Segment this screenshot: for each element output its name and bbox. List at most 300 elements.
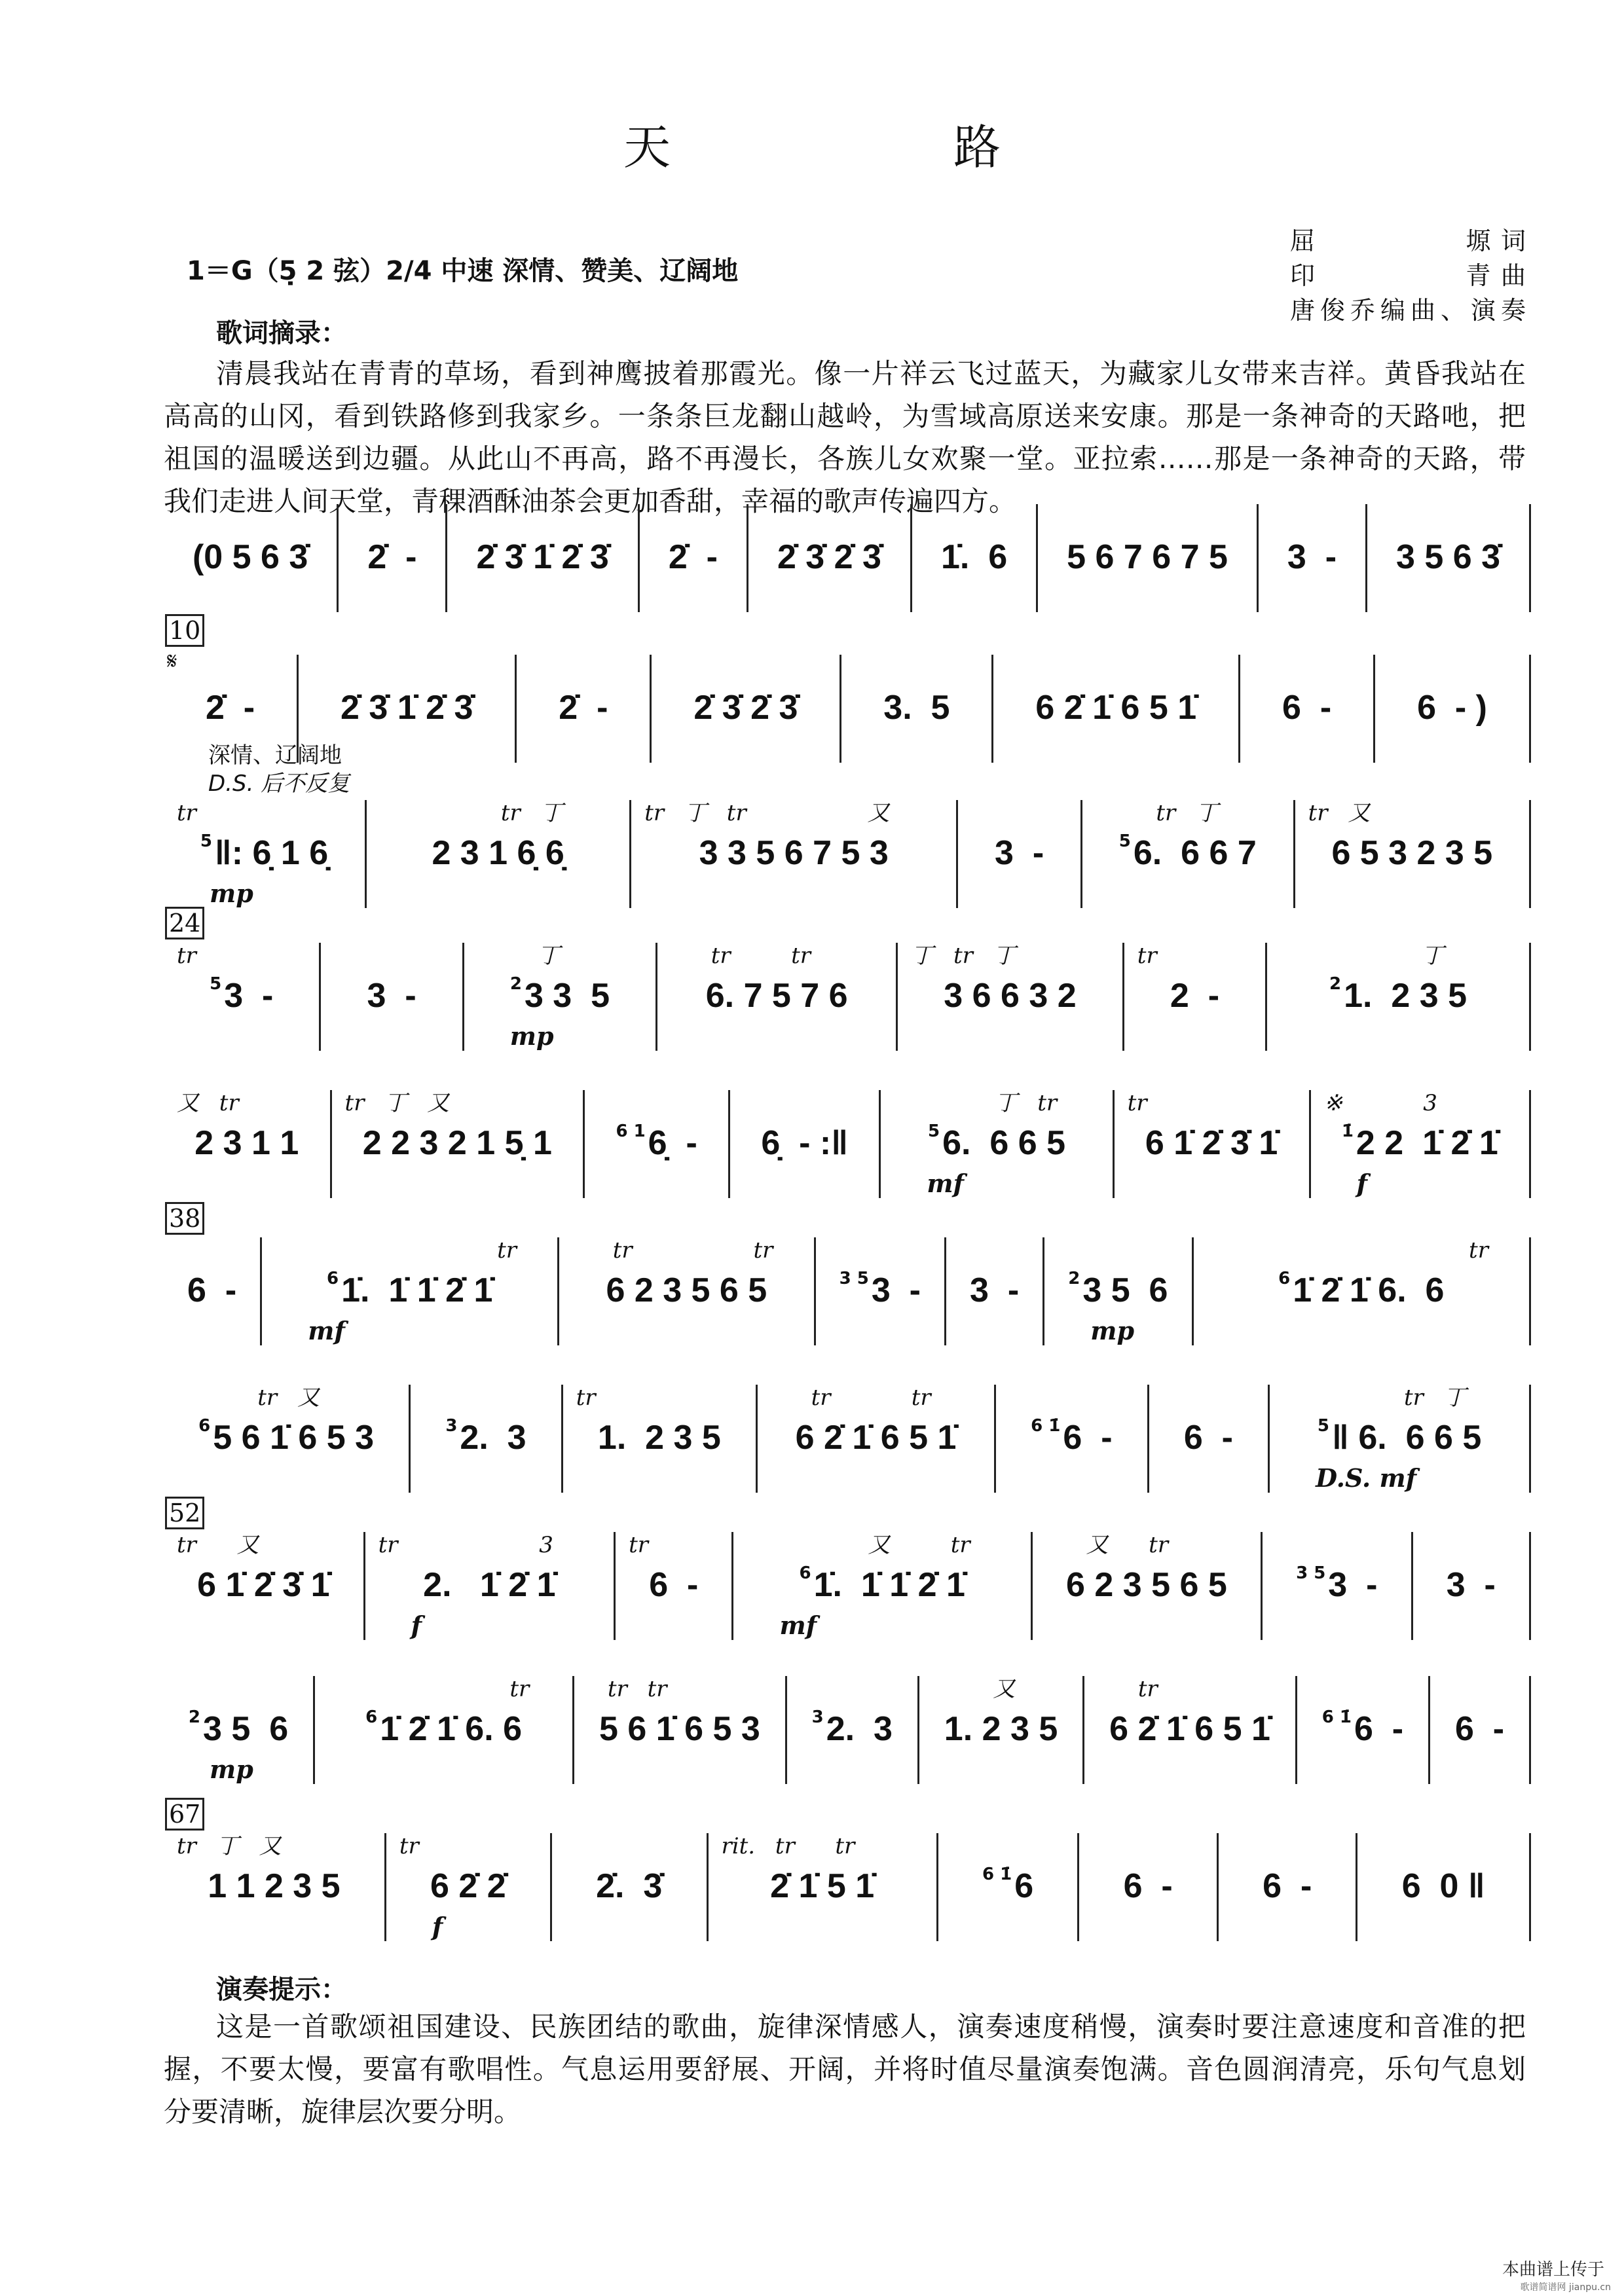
measure-body [1382, 681, 1522, 734]
notes: 2 - [1170, 976, 1220, 1015]
notes: 6̣ - [648, 1123, 697, 1162]
arranger-credit: 唐俊乔编曲、演奏 [1290, 296, 1526, 325]
measure-body [345, 530, 439, 583]
measure-body [965, 826, 1074, 879]
notes: 2̇ 3̇ 1̇ 2̇ 3̇ [476, 538, 609, 576]
ornament-marks: tr tr [771, 1385, 931, 1411]
ornament-marks: tr [328, 1676, 530, 1702]
measure [1257, 504, 1365, 612]
notes: 6 2̇ 1̇ 6 5 1̇ [1109, 1709, 1270, 1748]
notes: 6 2̇ 2̇ [430, 1867, 506, 1905]
measure-body [170, 1264, 253, 1317]
watermark-site: 歌谱简谱网 jianpu.cn [1520, 2282, 1611, 2293]
grace-notes: 2 [1068, 1269, 1080, 1288]
grace-notes: 2 [1329, 974, 1342, 994]
measure [319, 943, 462, 1051]
notes: 2̇ - [205, 688, 255, 727]
notes: 6. 6 6 5 [942, 1123, 1066, 1162]
notes: 6 - [649, 1565, 699, 1604]
measure-body [926, 1702, 1076, 1755]
notes: 6 - [1063, 1418, 1113, 1457]
measure [1373, 655, 1529, 763]
grace-notes: 3 [445, 1416, 458, 1436]
notes: 3 - [224, 976, 274, 1015]
rehearsal-mark: 67 [165, 1798, 204, 1831]
measure-body [559, 1859, 700, 1912]
measure-body [638, 826, 950, 879]
ornament-marks: tr [576, 1385, 596, 1411]
grace-notes: 6 1 [616, 1121, 646, 1141]
measure [840, 655, 991, 763]
ornament-marks: tr [1098, 1676, 1158, 1702]
ornament-marks: tr [275, 1237, 517, 1264]
ds-note: D.S. 后不反复 [208, 771, 350, 797]
score-line [164, 1532, 1531, 1640]
measure [583, 1090, 728, 1198]
notes: 3 - [970, 1271, 1020, 1309]
grace-notes: 3 [811, 1707, 824, 1727]
measure-body [417, 1411, 555, 1464]
measure-body [1121, 1116, 1302, 1169]
ornament-marks: 丁 tr 丁 [911, 943, 1016, 969]
ornament-marks: tr 丁 [1283, 1385, 1466, 1411]
grace-notes: 6 1̇ [982, 1865, 1012, 1884]
notes: 6 - [1354, 1709, 1404, 1748]
measure-body [755, 530, 904, 583]
measure [365, 800, 629, 908]
measure [1309, 1090, 1529, 1198]
measure-body [339, 1116, 577, 1169]
measure-body [887, 1116, 1105, 1169]
ornament-marks: 又 tr [747, 1532, 970, 1558]
notes: 3 - [1328, 1565, 1378, 1604]
measure [614, 1532, 731, 1640]
measure [896, 943, 1122, 1051]
ornament-marks: 又 tr [177, 1090, 239, 1116]
ornament-marks: tr 3 [378, 1532, 553, 1558]
measure [944, 1237, 1043, 1345]
measure-body [1086, 1859, 1210, 1912]
notes: 2̇ - [367, 538, 417, 576]
ornament-marks: tr [177, 800, 196, 826]
measure-body [471, 969, 649, 1022]
grace-notes: 6 [326, 1269, 339, 1288]
notes: 1. 2 3 5 [1344, 976, 1467, 1015]
notes: 2 2 1̇ 2̇ 1̇ [1356, 1123, 1498, 1162]
notes: 5 6 1̇ 6 5 3 [213, 1418, 375, 1457]
measure [164, 504, 337, 612]
score-line [164, 1385, 1531, 1493]
measure [164, 943, 319, 1051]
notes: 6 - [1183, 1418, 1233, 1457]
measure [814, 1237, 944, 1345]
tips-heading: 演奏提示： [216, 1975, 347, 2005]
measure-body [904, 969, 1116, 1022]
measure [1192, 1237, 1530, 1345]
tips-line: 分要清晰，旋律层次要分明。 [164, 2096, 522, 2128]
measure [557, 1237, 813, 1345]
measure-body [327, 969, 455, 1022]
measure-body [953, 1264, 1036, 1317]
grace-notes: 5 [1118, 831, 1131, 851]
notes: ‖ 6. 6 6 5 [1332, 1418, 1482, 1457]
ornament-marks: tr 又 [177, 1385, 320, 1411]
measure-body [373, 826, 623, 879]
notes: 2̇ - [559, 688, 608, 727]
grace-notes: 5 [210, 974, 222, 994]
measure-body [566, 1264, 807, 1317]
score-line [164, 1676, 1531, 1784]
measure-body [1131, 969, 1259, 1022]
measure-body [1247, 681, 1367, 734]
measure-body [1156, 1411, 1261, 1464]
measure-body [581, 1702, 779, 1755]
measure [1238, 655, 1373, 763]
notes: 2. 3 [826, 1709, 893, 1748]
measure-body [1225, 1859, 1350, 1912]
measure [445, 504, 637, 612]
measure-body [1051, 1264, 1185, 1317]
measure [164, 1676, 313, 1784]
notes: 6 1̇ 2̇ 3̇ 1̇ [1145, 1123, 1278, 1162]
notes: 6 [1014, 1867, 1034, 1905]
ornament-marks: tr tr [671, 943, 811, 969]
notes: 1 1 2 3 5 [208, 1867, 341, 1905]
ornament-marks: tr 丁 又 [177, 1833, 282, 1859]
notes: 6 1̇ 2̇ 3̇ 1̇ [197, 1565, 330, 1604]
measure [164, 1833, 384, 1941]
measure [994, 1385, 1147, 1493]
measure-body [523, 681, 643, 734]
notes: 3 5 6 3̇ [1396, 538, 1501, 576]
notes: 1̇. 6 [940, 538, 1008, 576]
measure-body [794, 1702, 911, 1755]
measure [572, 1676, 785, 1784]
measure-body [1003, 1411, 1141, 1464]
notes: 2̇ 3̇ 2̇ 3̇ [777, 538, 881, 576]
notes: 2̇ 3̇ 2̇ 3̇ [693, 688, 798, 727]
notes: 2 3 1 6̣ 6̣ [432, 833, 564, 872]
measure [1147, 1385, 1268, 1493]
measure [1261, 1532, 1411, 1640]
notes: 2̇ 3̇ 1̇ 2̇ 3̇ [341, 688, 473, 727]
ornament-marks: tr 又 [1308, 800, 1371, 826]
lyrics-line: 高高的山冈，看到铁路修到我家乡。一条条巨龙翻山越岭，为雪域高原送来安康。那是一条神奇的天路吔，把 [164, 400, 1526, 432]
measure [917, 1676, 1082, 1784]
notes: 3 - [367, 976, 416, 1015]
measure-body [848, 681, 985, 734]
measure-body [945, 1859, 1071, 1912]
score-title: 天 路 [623, 120, 1118, 175]
lyrics-line: 祖国的温暖送到边疆。从此山不再高，路不再漫长，各族儿女欢聚一堂。亚拉索……那是一条神奇的天路，带 [164, 443, 1526, 475]
lyrics-line: 清晨我站在青青的草场，看到神鹰披着那霞光。像一片祥云飞过蓝天，为藏家儿女带来吉祥。黄昏我站在 [216, 357, 1526, 390]
notes: 5 6 1̇ 6 5 3 [599, 1709, 760, 1748]
notes: 2 3 1 1 [194, 1123, 299, 1162]
measure-body [170, 826, 358, 879]
ornament-marks: 丁 [477, 943, 561, 969]
measure-body [1437, 1702, 1522, 1755]
segno-sign: 𝄋 [167, 648, 177, 675]
measure-body [1304, 1702, 1422, 1755]
measure [164, 1532, 363, 1640]
measure-body [268, 1264, 551, 1317]
dynamic-marking: mp [509, 1021, 554, 1051]
score-line [164, 655, 1531, 763]
ornament-marks: 丁 tr [894, 1090, 1058, 1116]
notes: 3 5 6 [203, 1709, 289, 1748]
grace-notes: 3 5 [1296, 1563, 1326, 1583]
ornament-marks: tr 丁 [1095, 800, 1219, 826]
measure [1265, 943, 1529, 1051]
measure-body [570, 1411, 749, 1464]
notes: 1̇. 1̇ 1̇ 2̇ 1̇ [813, 1565, 965, 1604]
measure-body [170, 1116, 323, 1169]
notes: 3 - [1287, 538, 1337, 576]
ornament-marks: tr tr [572, 1237, 773, 1264]
notes: 3 6 6 3 2 [944, 976, 1077, 1015]
notes: 6 - [1282, 688, 1332, 727]
tips-line: 这是一首歌颂祖国建设、民族团结的歌曲，旋律深情感人，演奏速度稍慢，演奏时要注意速度和音准的把 [216, 2011, 1526, 2043]
measure-body [1269, 1558, 1405, 1611]
notes: 6 2̇ 1̇ 6 5 1̇ [1035, 688, 1197, 727]
notes: 6 2 3 5 6 5 [1066, 1565, 1227, 1604]
measure-body [1200, 1264, 1523, 1317]
measure-body [1374, 530, 1522, 583]
grace-notes: 5 [928, 1121, 940, 1141]
grace-notes: 2 [509, 974, 522, 994]
measure-body [1276, 1411, 1522, 1464]
ornament-marks: 又 tr [1045, 1532, 1169, 1558]
measure-body [1420, 1558, 1522, 1611]
notes: 3. 5 [883, 688, 950, 727]
dynamic-marking: f [1356, 1169, 1367, 1198]
ornament-marks: tr 又 [177, 1532, 259, 1558]
measure [991, 655, 1238, 763]
measure [650, 655, 840, 763]
grace-notes: 6 1̇ [1321, 1707, 1352, 1727]
ornament-marks: tr [1206, 1237, 1488, 1264]
measure [1356, 1833, 1528, 1941]
measure [1428, 1676, 1529, 1784]
notes: 3 3 5 6 7 5 3 [699, 833, 889, 872]
measure-body [740, 1558, 1024, 1611]
measure-body [1302, 826, 1522, 879]
measure-body [170, 1411, 402, 1464]
dynamic-marking: mp [210, 1755, 253, 1784]
measure [1113, 1090, 1309, 1198]
ornament-marks: tr [629, 1532, 649, 1558]
lyrics-line: 我们走进人间天堂，青稞酒酥油茶会更加香甜，幸福的歌声传遍四方。 [164, 485, 1017, 517]
measure [785, 1676, 917, 1784]
dynamic-marking: f [411, 1611, 422, 1640]
key-tempo-line: 1＝G（5̣ 2 弦）2/4 中速 深情、赞美、辽阔地 [187, 256, 739, 286]
notes: 1̇ 2̇ 1̇ 6. 6 [1293, 1271, 1445, 1309]
grace-notes: 3 5 [839, 1269, 869, 1288]
measure [330, 1090, 583, 1198]
measure-body [1274, 969, 1522, 1022]
notes: 1. 2 3 5 [944, 1709, 1058, 1748]
ornament-marks: tr [1127, 1090, 1147, 1116]
dynamic-marking: mf [779, 1611, 817, 1640]
watermark: 本曲谱上传于 [1502, 2260, 1604, 2280]
measure [707, 1833, 936, 1941]
measure [1077, 1833, 1217, 1941]
measure [260, 1237, 557, 1345]
notes: 1̇ 2̇ 1̇ 6. 6 [380, 1709, 523, 1748]
measure-body [170, 969, 312, 1022]
measure [164, 1090, 330, 1198]
lyricist-credit: 屈 塬词 [1290, 227, 1526, 255]
notes: 2̇ - [668, 538, 718, 576]
measure-body [715, 1859, 930, 1912]
notes: ‖: 6̣ 1 6̣ [214, 833, 329, 872]
measure-body [1364, 1859, 1522, 1912]
measure-body [822, 1264, 938, 1317]
measure [638, 504, 747, 612]
measure [879, 1090, 1112, 1198]
measure-body [170, 1558, 357, 1611]
dynamic-marking: mp [1090, 1316, 1135, 1345]
ornament-marks: rit. tr tr [721, 1833, 855, 1859]
measure [561, 1385, 756, 1493]
notes: 3 - [995, 833, 1044, 872]
measure [956, 800, 1080, 908]
measure-body [622, 1558, 725, 1611]
notes: 6 2̇ 1̇ 6 5 1̇ [795, 1418, 957, 1457]
measure-body [322, 1702, 566, 1755]
rehearsal-mark: 52 [165, 1497, 204, 1529]
measure-body [454, 530, 631, 583]
grace-notes: 2 [188, 1707, 201, 1727]
notes: 6 2 3 5 6 5 [606, 1271, 767, 1309]
measure [747, 504, 910, 612]
rehearsal-mark: 10 [165, 614, 204, 647]
measure [1365, 504, 1529, 612]
notes: 2. 3 [460, 1418, 526, 1457]
notes: 5 6 7 6 7 5 [1067, 538, 1228, 576]
measure [337, 504, 445, 612]
measure-body [1091, 1702, 1289, 1755]
measure [164, 800, 365, 908]
ornament-marks: tr [399, 1833, 419, 1859]
measure [1217, 1833, 1356, 1941]
notes: 2. 1̇ 2̇ 1̇ [423, 1565, 556, 1604]
measure-body [664, 969, 889, 1022]
measure [164, 1385, 409, 1493]
measure-body [372, 1558, 607, 1611]
notes: 6̣ - :‖ [761, 1123, 849, 1162]
notes: 6 - [1263, 1867, 1312, 1905]
dynamic-marking: mf [308, 1316, 345, 1345]
notes: 2̇. 3̇ [596, 1867, 663, 1905]
measure-body [170, 1859, 378, 1912]
measure [655, 943, 896, 1051]
notes: 3 - [871, 1271, 921, 1309]
dynamic-marking: mp [210, 879, 253, 908]
notes: 3 3 5 [524, 976, 610, 1015]
measure [1268, 1385, 1529, 1493]
grace-notes: 1̇ [1341, 1121, 1354, 1141]
measure [731, 1532, 1030, 1640]
measure [550, 1833, 707, 1941]
notes: 3 5 6 [1082, 1271, 1168, 1309]
measure-body [305, 681, 508, 734]
measure-body [764, 1411, 987, 1464]
notes: (0 5 6 3̇ [192, 538, 308, 576]
measure [1043, 1237, 1191, 1345]
measure [462, 943, 655, 1051]
rehearsal-mark: 38 [165, 1202, 204, 1235]
lyrics-heading: 歌词摘录： [216, 318, 347, 348]
measure-body [1000, 681, 1232, 734]
measure-body [658, 681, 833, 734]
dynamic-marking: mf [927, 1169, 964, 1198]
ornament-marks: tr tr [587, 1676, 667, 1702]
grace-notes: 6 [198, 1416, 211, 1436]
score-line [164, 943, 1531, 1051]
measure-body [170, 1702, 306, 1755]
grace-notes: 5 [1317, 1416, 1329, 1436]
measure [1080, 800, 1293, 908]
measure [910, 504, 1036, 612]
score-line [164, 1237, 1531, 1345]
dynamic-marking: f [432, 1912, 443, 1941]
notes: 6. 6 6 7 [1133, 833, 1257, 872]
measure-body [919, 530, 1029, 583]
grace-notes: 6 [799, 1563, 811, 1583]
measure [629, 800, 956, 908]
measure [1122, 943, 1265, 1051]
measure [297, 655, 515, 763]
measure [756, 1385, 994, 1493]
notes: 6 0 ‖ [1401, 1867, 1485, 1905]
composer-credit: 印 青曲 [1290, 261, 1526, 290]
notes: 1̇. 1̇ 1̇ 2̇ 1̇ [341, 1271, 493, 1309]
score-line [164, 1833, 1531, 1941]
grace-notes: 6 [365, 1707, 378, 1727]
grace-notes: 5 [200, 831, 212, 851]
measure [515, 655, 650, 763]
ornament-marks: tr [177, 943, 196, 969]
measure [1295, 1676, 1428, 1784]
measure [164, 1237, 260, 1345]
measure-body [646, 530, 740, 583]
measure [363, 1532, 614, 1640]
measure [409, 1385, 561, 1493]
notes: 6 5 3 2 3 5 [1331, 833, 1493, 872]
measure-body [393, 1859, 544, 1912]
ornament-marks: tr 丁 又 [344, 1090, 450, 1116]
measure-body [1318, 1116, 1522, 1169]
ornament-marks: tr [1137, 943, 1157, 969]
measure-body [1039, 1558, 1254, 1611]
notes: 2 2 3 2 1 5̣ 1 [362, 1123, 552, 1162]
grace-notes: 6 1̇ [1031, 1416, 1061, 1436]
notes: 6. 7 5 7 6 [705, 976, 848, 1015]
measure [1411, 1532, 1529, 1640]
measure-body [170, 681, 290, 734]
ornament-marks: tr 丁 tr 又 [644, 800, 890, 826]
notes: 1. 2 3 5 [597, 1418, 721, 1457]
measure-body [737, 1116, 872, 1169]
ornament-marks: 丁 [1280, 943, 1444, 969]
measure-body [1089, 826, 1287, 879]
dynamic-marking: D.S. mf [1316, 1463, 1417, 1493]
notes: 2̇ 1̇ 5 1̇ [770, 1867, 875, 1905]
ornament-marks: ※ 3 [1323, 1090, 1437, 1116]
measure [1036, 504, 1257, 612]
grace-notes: 6 [1278, 1269, 1291, 1288]
